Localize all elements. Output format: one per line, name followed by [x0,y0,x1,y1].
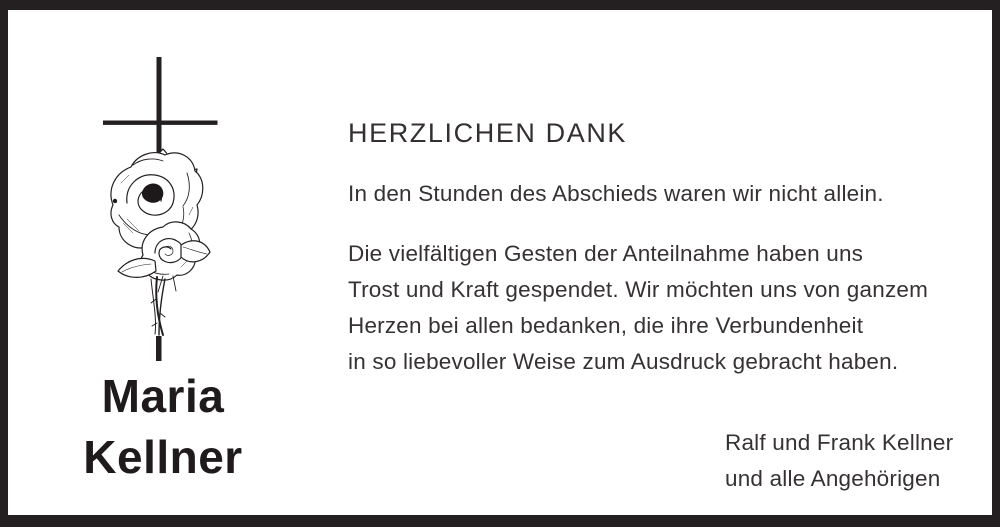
signature-block [725,425,953,496]
thanks-paragraph [348,236,928,380]
two-roses-icon [111,149,210,335]
deceased-name-line: Maria [101,370,225,422]
paragraph-line: in so liebevoller Weise zum Ausdruck gebracht haben. [348,349,899,374]
notice-heading: HERZLICHEN DANK [348,118,628,148]
paragraph-line: Die vielfältigen Gesten der Anteilnahme haben uns [348,241,864,266]
memorial-art [93,55,223,365]
intro-line: In den Stunden des Abschieds waren wir nicht allein. [348,181,884,206]
paragraph-line: Herzen bei allen bedanken, die ihre Verbundenheit [348,313,864,338]
paragraph-line: Trost und Kraft gespendet. Wir möchten uns von ganzem [348,277,929,302]
signature-line: und alle Angehörigen [725,465,941,491]
signature-line: Ralf und Frank Kellner [725,430,954,455]
deceased-name [43,366,283,488]
deceased-name-line: Kellner [83,431,243,483]
